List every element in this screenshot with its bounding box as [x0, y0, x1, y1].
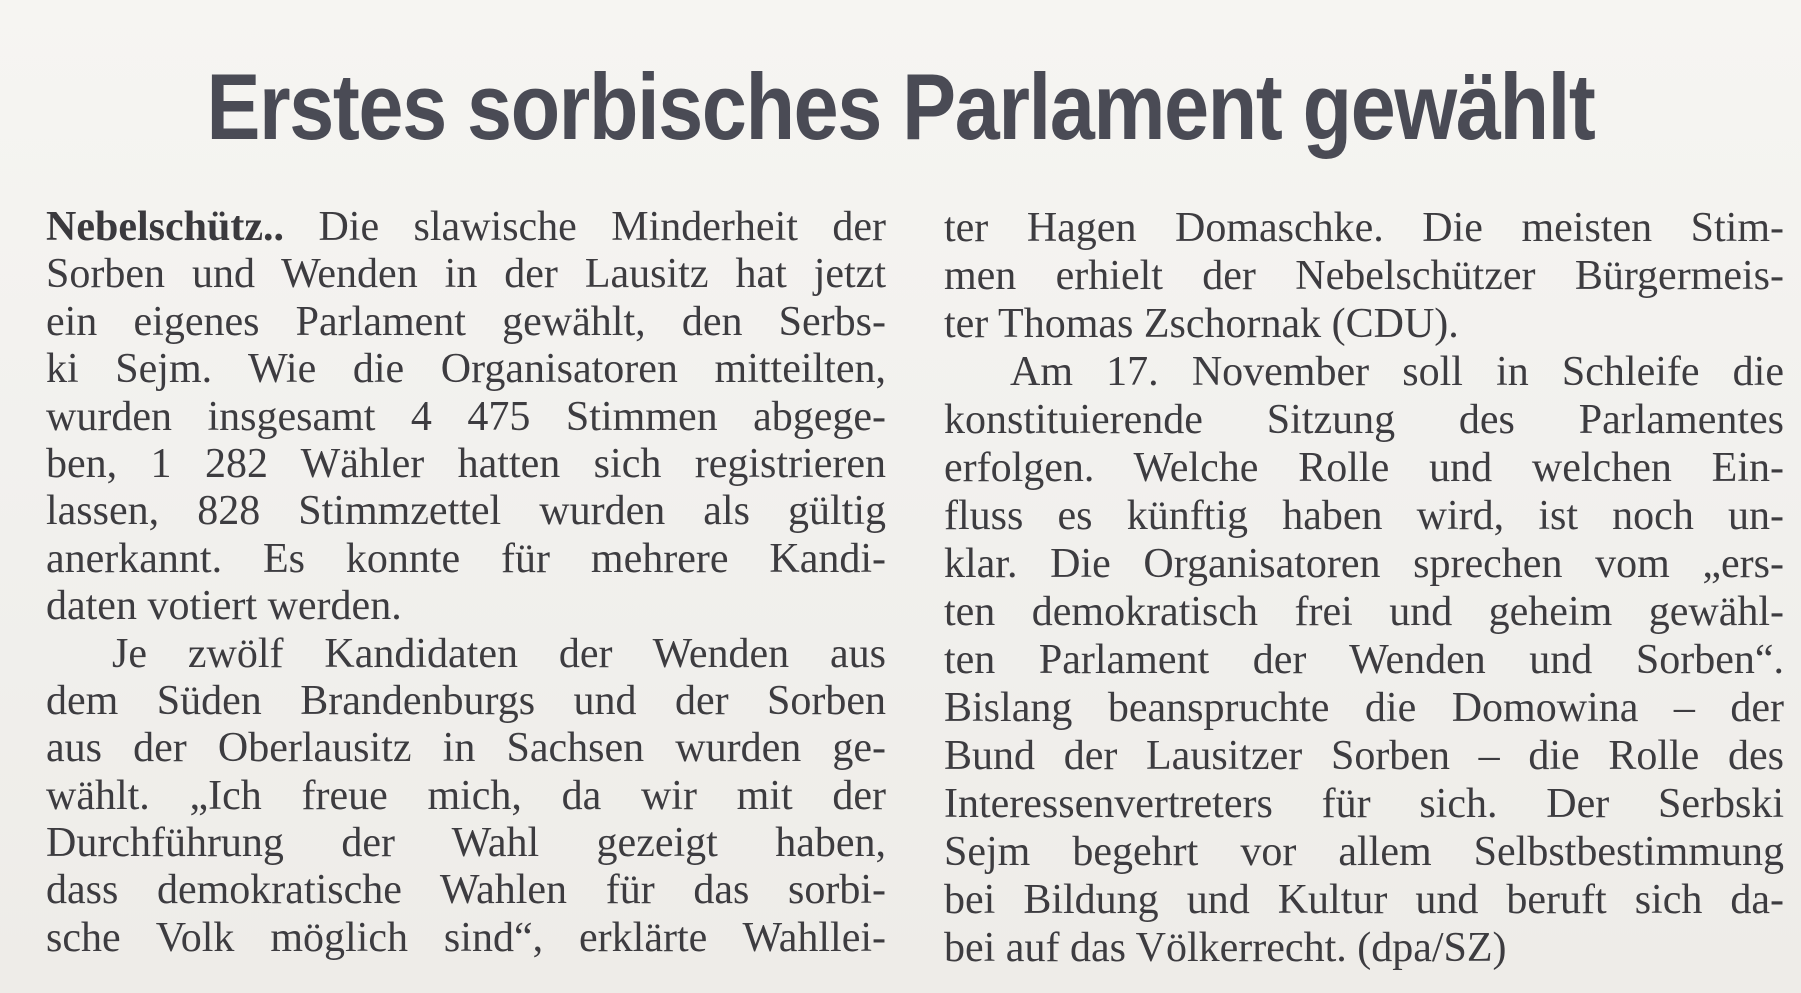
article-line: Sorben und Wenden in der Lausitz hat jetzt — [46, 251, 886, 298]
article-column-left — [46, 204, 886, 962]
article-line: erfolgen. Welche Rolle und welchen Ein- — [944, 445, 1784, 491]
article-line: Durchführung der Wahl gezeigt haben, — [46, 820, 886, 867]
article-line: dem Süden Brandenburgs und der Sorben — [46, 677, 886, 724]
article-line: ter Thomas Zschornak (CDU). — [944, 301, 1459, 347]
article-text: Die slawische Minderheit der — [283, 204, 886, 250]
article-column-right — [944, 204, 1784, 972]
article-line: wurden insgesamt 4 475 Stimmen abgege- — [46, 393, 886, 440]
article-line: Je zwölf Kandidaten der Wenden aus — [112, 630, 886, 677]
article-line: ben, 1 282 Wähler hatten sich registrieren — [46, 440, 886, 487]
article-line: ter Hagen Domaschke. Die meisten Stim- — [944, 205, 1784, 251]
article-line: lassen, 828 Stimmzettel wurden als gültig — [46, 488, 886, 535]
article-line: bei Bildung und Kultur und beruft sich da- — [944, 877, 1784, 923]
article-line: Bislang beanspruchte die Domowina – der — [944, 685, 1784, 731]
article-line: klar. Die Organisatoren sprechen vom „ers- — [944, 541, 1784, 587]
article-line: dass demokratische Wahlen für das sorbi- — [46, 867, 886, 914]
article-line: Bund der Lausitzer Sorben – die Rolle des — [944, 733, 1784, 779]
article-line: men erhielt der Nebelschützer Bürgermeis- — [944, 253, 1784, 299]
article-line: ten Parlament der Wenden und Sorben“. — [944, 637, 1784, 683]
article-line: Interessenvertreters für sich. Der Serbski — [944, 781, 1784, 827]
article-dateline: Nebelschütz.. — [46, 204, 284, 250]
article-line: bei auf das Völkerrecht. (dpa/SZ) — [944, 925, 1507, 971]
article-line: Sejm begehrt vor allem Selbstbestimmung — [944, 829, 1784, 875]
article-line: ein eigenes Parlament gewählt, den Serbs- — [46, 298, 886, 345]
article-line: aus der Oberlausitz in Sachsen wurden ge- — [46, 725, 886, 772]
article-line: daten votiert werden. — [46, 583, 402, 630]
article-headline: Erstes sorbisches Parlament gewählt — [206, 54, 1595, 159]
article-line: konstituierende Sitzung des Parlamentes — [944, 397, 1784, 443]
article-line: Am 17. November soll in Schleife die — [1010, 349, 1784, 395]
article-line: ten demokratisch frei und geheim gewähl- — [944, 589, 1784, 635]
article-line: fluss es künftig haben wird, ist noch un- — [944, 493, 1784, 539]
article-line — [46, 204, 886, 251]
article-line: ki Sejm. Wie die Organisatoren mitteilten, — [46, 346, 886, 393]
article-line: wählt. „Ich freue mich, da wir mit der — [46, 772, 886, 819]
article-line: sche Volk möglich sind“, erklärte Wahllei- — [46, 914, 886, 961]
article-line: anerkannt. Es konnte für mehrere Kandi- — [46, 535, 886, 582]
